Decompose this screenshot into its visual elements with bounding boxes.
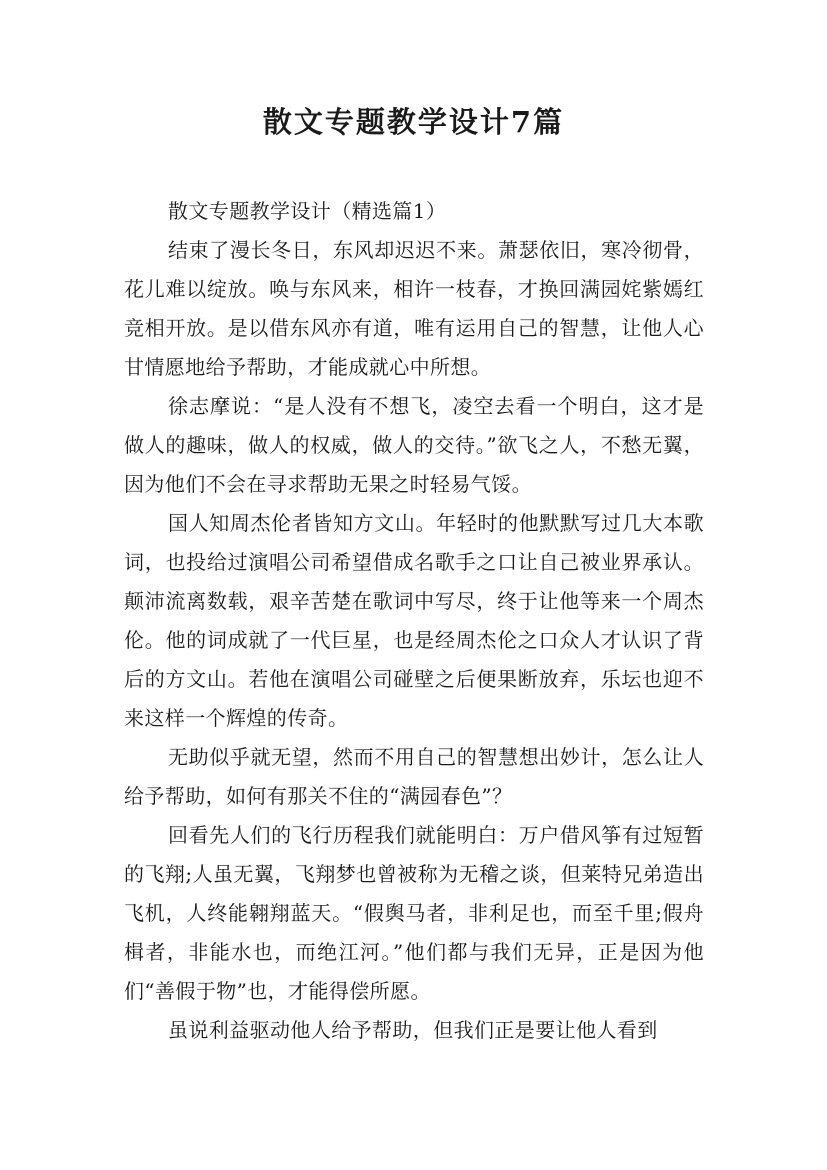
paragraph: 国人知周杰伦者皆知方文山。年轻时的他默默写过几大本歌词，也投给过演唱公司希望借成名歌手之口让自己被业界承认。颠沛流离数载，艰辛苦楚在歌词中写尽，终于让他等来一个周杰伦。他的词成就了一代巨星，也是经周杰伦之口众人才认识了背后的方文山。若他在演唱公司碰壁之后便果断放弃，乐坛也迎不来这样一个辉煌的传奇。: [124, 511, 704, 730]
section-heading: 散文专题教学设计（精选篇1）: [168, 199, 447, 223]
paragraph: 虽说利益驱动他人给予帮助，但我们正是要让他人看到: [168, 1018, 658, 1042]
document-body: [124, 192, 704, 1050]
paragraph: 结束了漫长冬日，东风却迟迟不来。萧瑟依旧，寒冷彻骨，花儿难以绽放。唤与东风来，相许一枝春，才换回满园姹紫嫣红竞相开放。是以借东风亦有道，唯有运用自己的智慧，让他人心甘情愿地给予帮助，才能成就心中所想。: [124, 238, 704, 379]
document-title: 散文专题教学设计7篇: [262, 105, 565, 139]
paragraph: 回看先人们的飞行历程我们就能明白：万户借风筝有过短暂的飞翔;人虽无翼，飞翔梦也曾被称为无稽之谈，但莱特兄弟造出飞机，人终能翱翔蓝天。“假舆马者，非利足也，而至千里;假舟楫者，非能水也，而绝江河。”他们都与我们无异，正是因为他们“善假于物”也，才能得偿所愿。: [124, 823, 704, 1003]
paragraph: 徐志摩说：“是人没有不想飞，凌空去看一个明白，这才是做人的趣味，做人的权威，做人的交待。”欲飞之人，不愁无翼，因为他们不会在寻求帮助无果之时轻易气馁。: [124, 394, 704, 496]
paragraph: 无助似乎就无望，然而不用自己的智慧想出妙计，怎么让人给予帮助，如何有那关不住的“满园春色”？: [124, 745, 704, 808]
